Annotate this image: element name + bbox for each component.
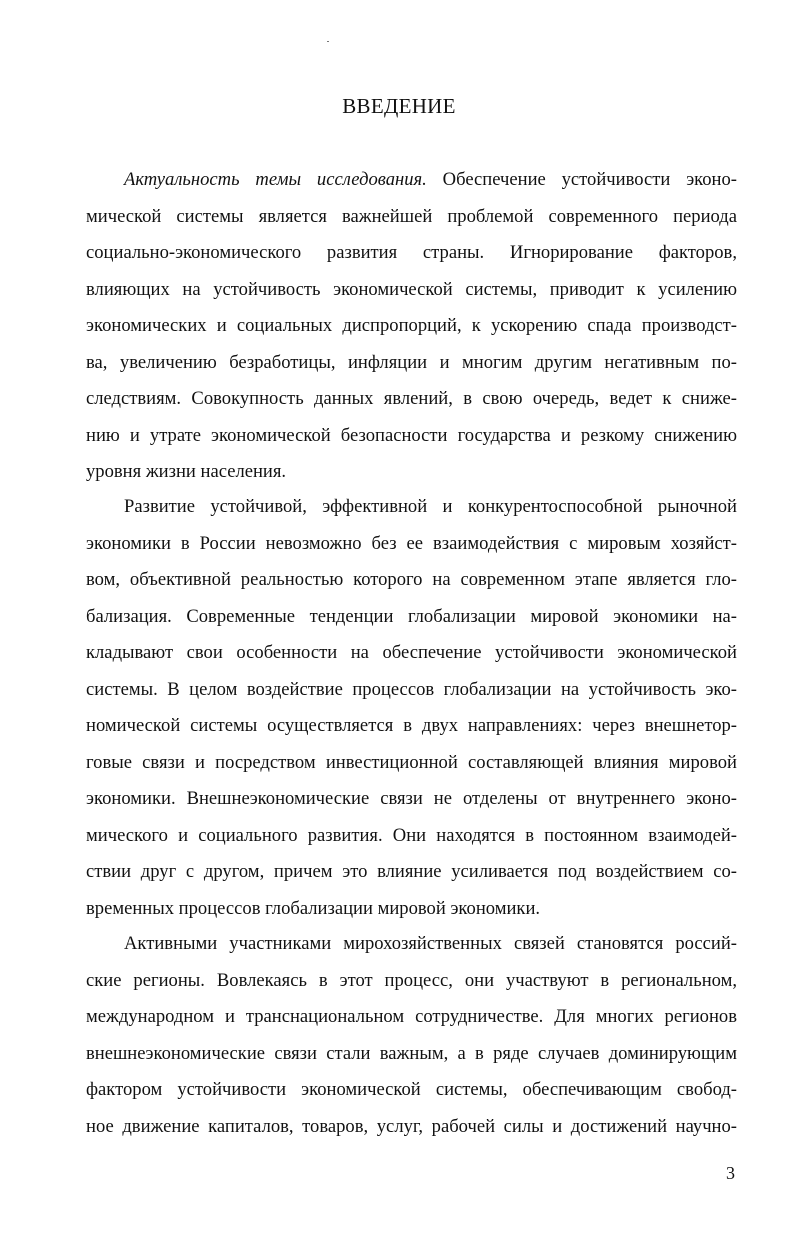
paragraph-1-line-5: экономических и социальных диспропорций, к ускорению спада производст- bbox=[86, 315, 737, 336]
paragraph-3-line-5: фактором устойчивости экономической системы, обеспечивающим свобод- bbox=[86, 1079, 737, 1100]
paragraph-1-line-3: социально-экономического развития страны. Игнорирование факторов, bbox=[86, 242, 737, 263]
paragraph-2-line-5: кладывают свои особенности на обеспечение устойчивости экономической bbox=[86, 642, 737, 663]
paragraph-2-line-4: бализация. Современные тенденции глобализации мировой экономики на- bbox=[86, 605, 737, 627]
paragraph-2-line-11: ствии друг с другом, причем это влияние усиливается под воздействием со- bbox=[86, 861, 737, 882]
paragraph-3-line-6: ное движение капиталов, товаров, услуг, рабочей силы и достижений научно- bbox=[86, 1115, 737, 1137]
paragraph-2-line-3: вом, объективной реальностью которого на современном этапе является гло- bbox=[86, 569, 737, 590]
paragraph-3-line-3: международном и транснациональном сотрудничестве. Для многих регионов bbox=[86, 1006, 737, 1027]
paragraph-1-line-1 bbox=[124, 167, 737, 193]
paragraph-1-line-7: следствиям. Совокупность данных явлений, в свою очередь, ведет к сниже- bbox=[86, 388, 737, 409]
paragraph-1-line-4: влияющих на устойчивость экономической системы, приводит к усилению bbox=[86, 278, 737, 300]
paragraph-2-line-12: временных процессов глобализации мировой экономики. bbox=[86, 897, 541, 919]
paragraph-2-line-6: системы. В целом воздействие процессов глобализации на устойчивость эко- bbox=[86, 678, 737, 700]
paragraph-1-line-2: мической системы является важнейшей проблемой современного периода bbox=[86, 205, 737, 227]
page-title: ВВЕДЕНИЕ bbox=[342, 94, 456, 118]
scan-speck bbox=[327, 41, 329, 42]
paragraph-1-line-8: нию и утрате экономической безопасности государства и резкому снижению bbox=[86, 424, 737, 446]
paragraph-2-line-8: говые связи и посредством инвестиционной составляющей влияния мировой bbox=[86, 751, 737, 773]
page-number: 3 bbox=[726, 1163, 735, 1183]
paragraph-1-lead-italic: Актуальность темы исследования. bbox=[124, 169, 427, 190]
paragraph-3-line-1: Активными участниками мирохозяйственных связей становятся россий- bbox=[124, 933, 737, 954]
paragraph-1-line-9: уровня жизни населения. bbox=[86, 461, 287, 482]
paragraph-1-line-6: ва, увеличению безработицы, инфляции и многим другим негативным по- bbox=[86, 351, 737, 373]
paragraph-2-line-7: номической системы осуществляется в двух направлениях: через внешнетор- bbox=[86, 715, 737, 736]
paragraph-1-line-1-text: Обеспечение устойчивости эконо- bbox=[426, 169, 737, 190]
paragraph-3-line-4: внешнеэкономические связи стали важным, а в ряде случаев доминирующим bbox=[86, 1042, 737, 1064]
paragraph-2-line-10: мического и социального развития. Они находятся в постоянном взаимодей- bbox=[86, 824, 737, 846]
paragraph-2-line-2: экономики в России невозможно без ее взаимодействия с мировым хозяйст- bbox=[86, 532, 737, 554]
paragraph-2-line-9: экономики. Внешнеэкономические связи не отделены от внутреннего эконо- bbox=[86, 788, 737, 809]
paragraph-2-line-1: Развитие устойчивой, эффективной и конкурентоспособной рыночной bbox=[124, 496, 737, 517]
paragraph-3-line-2: ские регионы. Вовлекаясь в этот процесс, они участвуют в региональном, bbox=[86, 969, 737, 991]
